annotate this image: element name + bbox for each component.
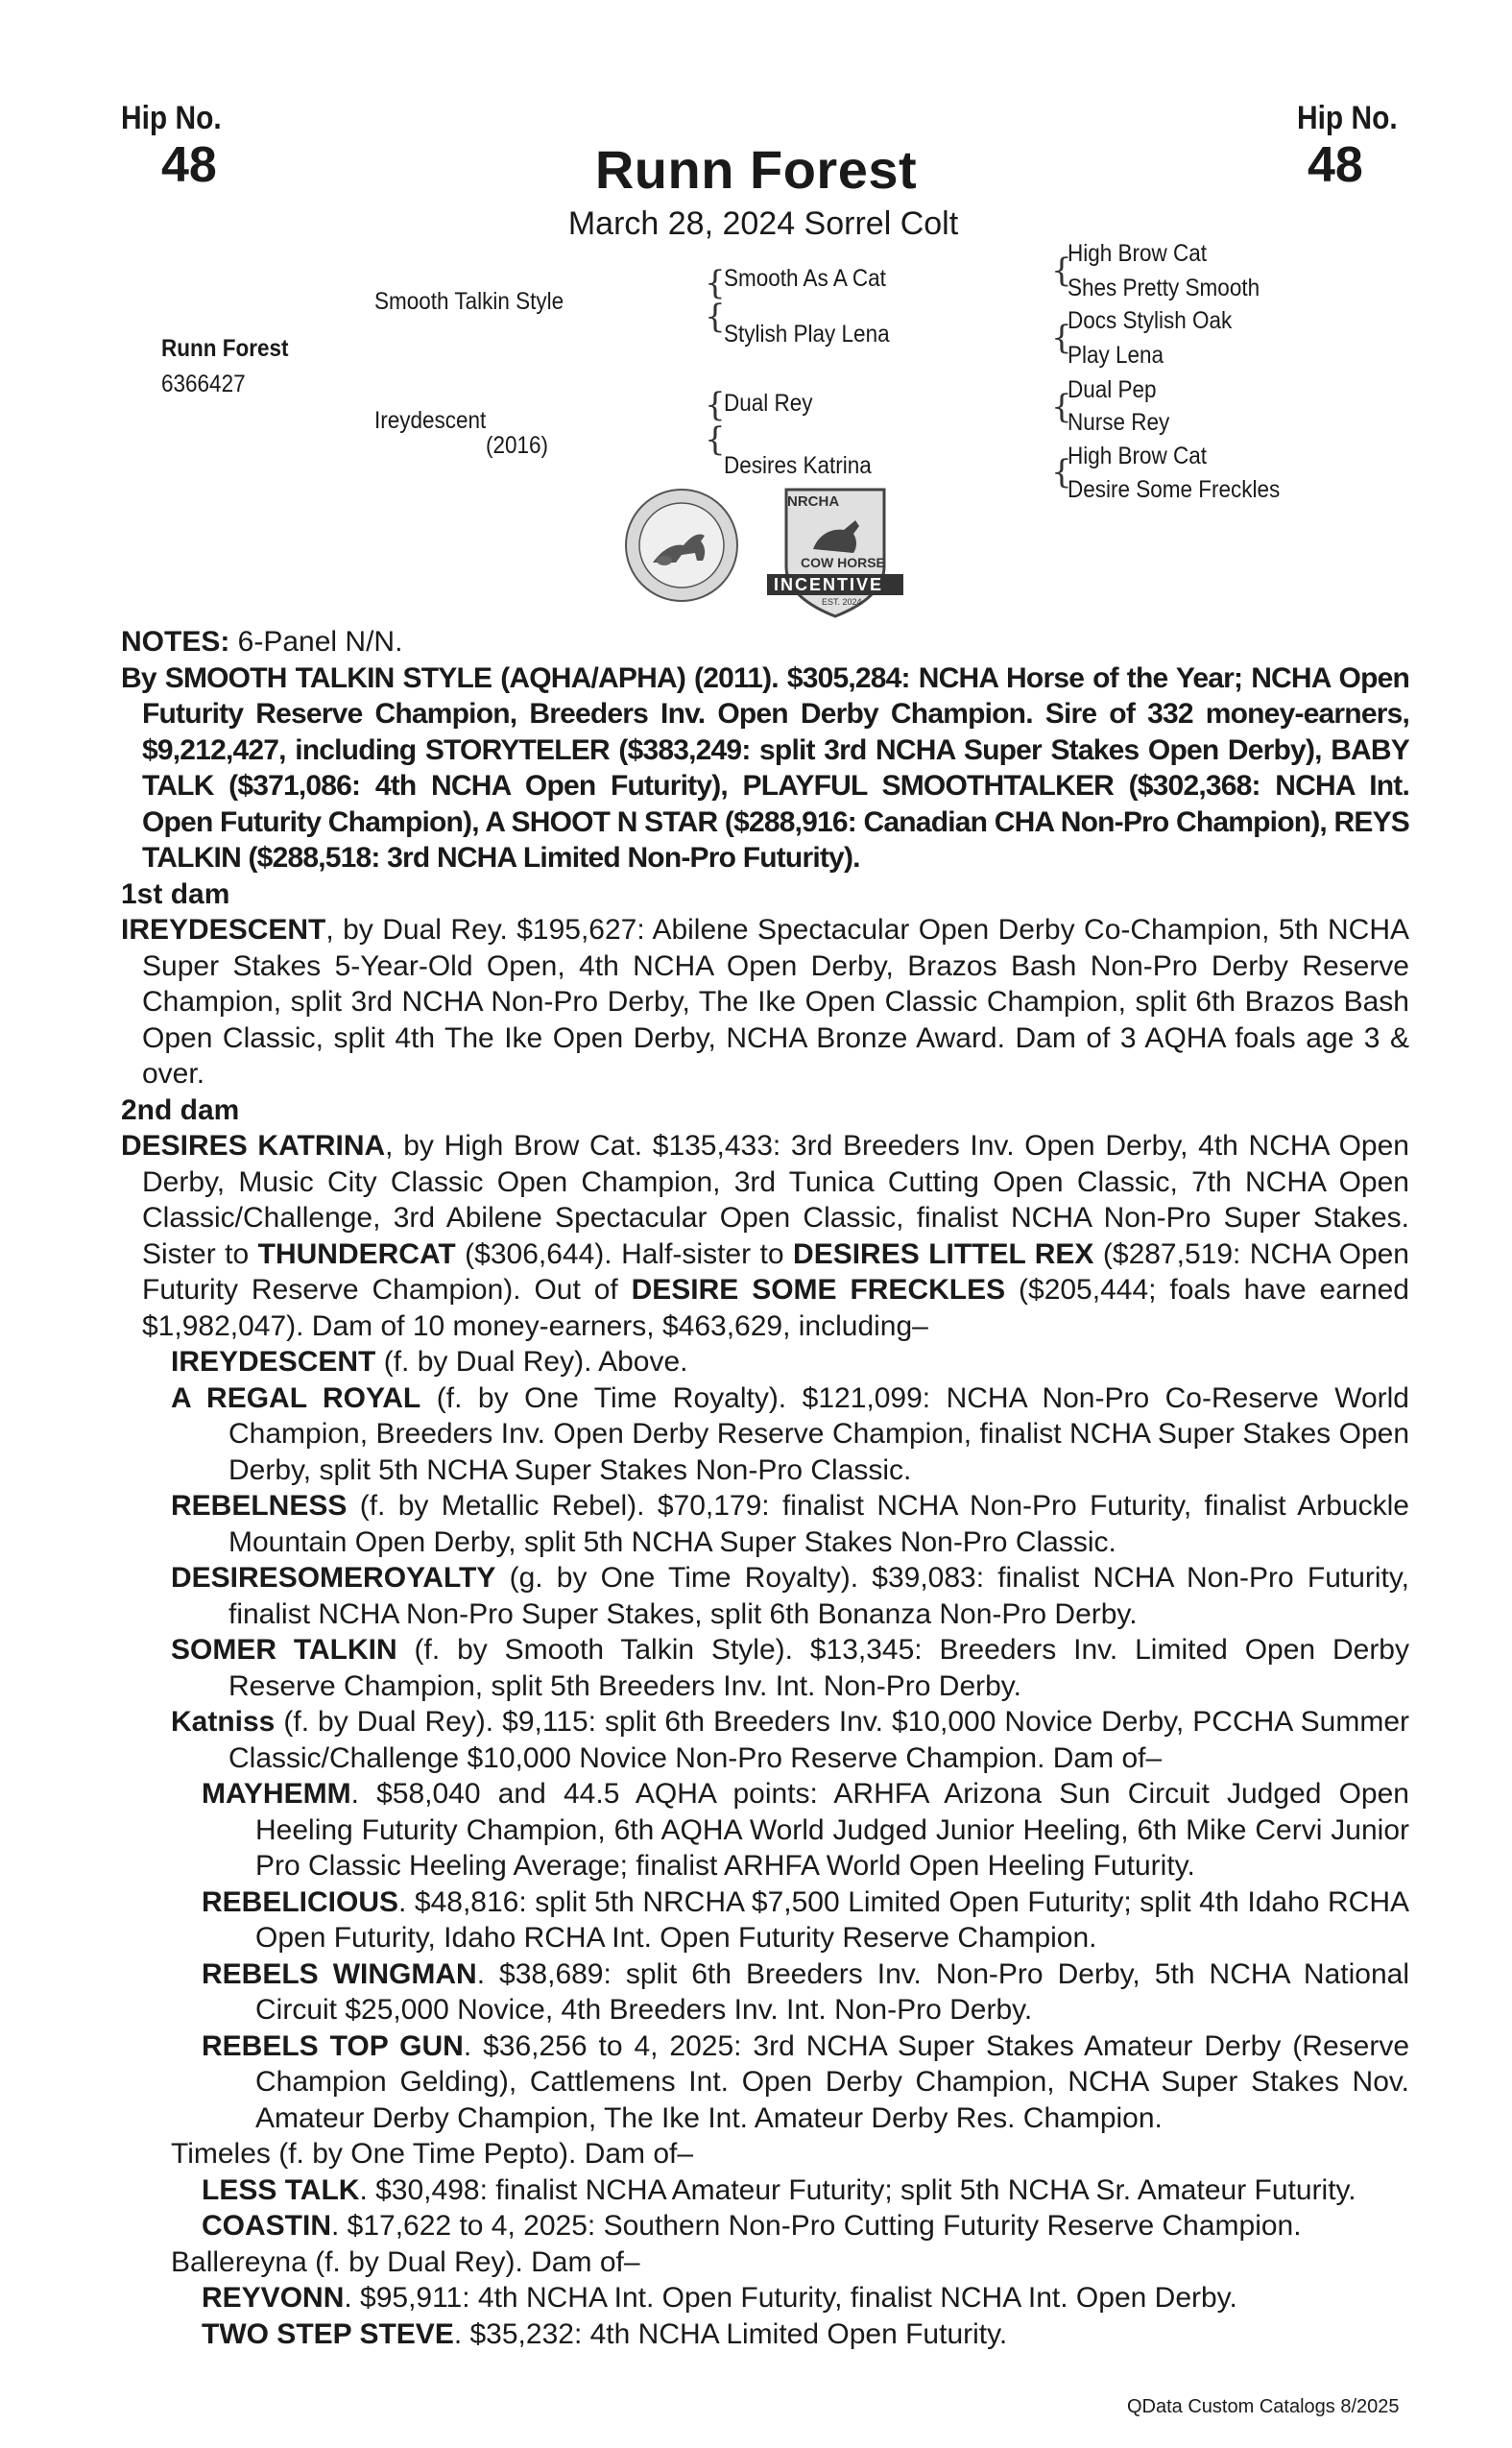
- produce-name: REBELNESS: [171, 1490, 348, 1522]
- sire-paragraph: By SMOOTH TALKIN STYLE (AQHA/APHA) (2011). $305,284: NCHA Horse of the Year; NCHA Open Futurity Reserve Champion, Breeders Inv. Open Derby Champion. Sire of 332 money-earners, $9,212,427, including STORYTELER ($383,249: split 3rd NCHA Super Stakes Open Derby), BABY TALK ($371,086: 4th NCHA Open Futurity), PLAYFUL SMOOTHTALKER ($302,368: NCHA Int. Open Futurity Champion), A SHOOT N STAR ($288,916: Canadian CHA Non-Pro Champion), REYS TALKIN ($288,518: 3rd NCHA Limited Non-Pro Futurity).: [121, 661, 1409, 874]
- produce-entry: [202, 2172, 1409, 2209]
- produce-entry: [202, 1884, 1409, 1956]
- produce-text: . $17,622 to 4, 2025: Southern Non-Pro Cutting Futurity Reserve Champion.: [331, 2210, 1302, 2242]
- subject-name: Runn Forest: [161, 335, 289, 362]
- dam-name: Ireydescent: [374, 407, 487, 434]
- ncha-seal-logo: [624, 488, 739, 603]
- great-grandsire-3: Dual Pep: [1068, 376, 1157, 403]
- produce-name: REYVONN: [202, 2282, 345, 2314]
- second-dam-text-1: , by High Brow Cat. $135,433: 3rd Breeders Inv. Open Derby, 4th NCHA Open Derby, Music City Classic Open Champion, 3rd Tunica Cutting Open Classic, 7th NCHA Open Classic/Challenge, 3rd Abilene Spectacular Open Classic, finalist NCHA Non-Pro Super Stakes. Sister to: [142, 1130, 1409, 1270]
- brace-g1: {: [1051, 252, 1072, 290]
- produce-entry: [171, 1380, 1409, 1489]
- incentive-est-text: EST. 2024: [822, 597, 862, 607]
- produce-list: [171, 1344, 1409, 2352]
- incentive-banner-text: INCENTIVE: [774, 575, 884, 594]
- produce-entry: [202, 1956, 1409, 2028]
- brace-g3: {: [1051, 388, 1072, 426]
- produce-text: (f. by Dual Rey). $9,115: split 6th Breeders Inv. $10,000 Novice Derby, PCCHA Summer Classic/Challenge $10,000 Novice Non-Pro Reserve Champion. Dam of–: [228, 1706, 1409, 1774]
- timeles-produce-list: [202, 2172, 1409, 2244]
- produce-text: . $30,498: finalist NCHA Amateur Futurity; split 5th NCHA Sr. Amateur Futurity.: [359, 2173, 1356, 2206]
- produce-name: MAYHEMM: [202, 1778, 351, 1810]
- second-dam-text-2: ($306,644). Half-sister to: [455, 1237, 794, 1270]
- notes-label: NOTES:: [121, 626, 230, 658]
- timeles-line: Timeles (f. by One Time Pepto). Dam of–: [171, 2138, 694, 2170]
- brace-sire-2: {: [705, 298, 726, 336]
- produce-text: (f. by One Time Royalty). $121,099: NCHA Non-Pro Co-Reserve World Champion, Breeders Inv. Open Derby Reserve Champion, finalist NCHA Super Stakes Open Derby, split 5th NCHA Super Stakes Non-Pro Classic.: [228, 1381, 1409, 1486]
- dam-sire: Dual Rey: [724, 390, 813, 417]
- ballereyna-line: Ballereyna (f. by Dual Rey). Dam of–: [171, 2245, 640, 2278]
- produce-text: . $36,256 to 4, 2025: 3rd NCHA Super Stakes Amateur Derby (Reserve Champion Gelding), Cattlemens Int. Open Derby Champion, NCHA Super Stakes Nov. Amateur Derby Champion, The Ike Int. Amateur Derby Res. Champion.: [255, 2029, 1410, 2134]
- produce-name: Katniss: [171, 1706, 276, 1738]
- first-dam-heading: 1st dam: [121, 877, 230, 910]
- produce-text: (g. by One Time Royalty). $39,083: finalist NCHA Non-Pro Futurity, finalist NCHA Non-Pro Super Stakes, split 6th Bonanza Non-Pro Derby.: [228, 1562, 1409, 1630]
- produce-text: (f. by Smooth Talkin Style). $13,345: Breeders Inv. Limited Open Derby Reserve Champion, split 5th Breeders Inv. Int. Non-Pro Derby.: [228, 1634, 1409, 1702]
- sibling-3: DESIRE SOME FRECKLES: [631, 1274, 1006, 1306]
- great-grandsire-1: High Brow Cat: [1068, 240, 1208, 267]
- produce-entry: [202, 2316, 1409, 2353]
- sire-name: Smooth Talkin Style: [374, 288, 564, 315]
- sibling-1: THUNDERCAT: [257, 1237, 456, 1270]
- brace-dam: {: [705, 386, 726, 424]
- hip-label-right: Hip No.: [1297, 100, 1398, 136]
- produce-entry: [202, 2280, 1409, 2316]
- sire-sire: Smooth As A Cat: [724, 265, 886, 292]
- produce-name: IREYDESCENT: [171, 1346, 376, 1378]
- foaled-line: March 28, 2024 Sorrel Colt: [567, 205, 959, 242]
- dam-year: (2016): [486, 432, 549, 459]
- first-dam-name: IREYDESCENT: [121, 914, 326, 946]
- produce-text: . $48,816: split 5th NRCHA $7,500 Limited Open Futurity; split 4th Idaho RCHA Open Futurity, Idaho RCHA Int. Open Futurity Reserve Champion.: [255, 1885, 1409, 1954]
- catalog-body: [121, 624, 1409, 2352]
- incentive-mid-text: COW HORSE: [801, 555, 885, 570]
- ballereyna-produce-list: [202, 2280, 1409, 2352]
- produce-text: (f. by Metallic Rebel). $70,179: finalist NCHA Non-Pro Futurity, finalist Arbuckle Mountain Open Derby, split 5th NCHA Super Stakes Non-Pro Classic.: [228, 1490, 1409, 1558]
- produce-entry: [171, 1560, 1409, 1632]
- produce-entry: [202, 1776, 1409, 1884]
- produce-entry: [171, 1632, 1409, 1704]
- great-granddam-4: Desire Some Freckles: [1068, 476, 1281, 503]
- second-dam-text-3: ($287,519: NCHA Open Futurity Reserve Champion). Out of: [142, 1237, 1409, 1306]
- produce-name: A REGAL ROYAL: [171, 1381, 421, 1414]
- great-granddam-3: Nurse Rey: [1068, 409, 1170, 436]
- produce-name: DESIRESOMEROYALTY: [171, 1562, 496, 1594]
- brace-dam-2: {: [705, 420, 726, 459]
- second-dam-name: DESIRES KATRINA: [121, 1130, 386, 1162]
- hip-number-left: 48: [161, 137, 217, 193]
- produce-name: REBELS WINGMAN: [202, 1957, 477, 1990]
- notes-line: [121, 624, 1409, 660]
- produce-name: REBELICIOUS: [202, 1885, 399, 1918]
- great-grandsire-4: High Brow Cat: [1068, 443, 1208, 469]
- first-dam-paragraph: [121, 912, 1409, 1092]
- produce-entry: [202, 2028, 1409, 2137]
- produce-text: . $95,911: 4th NCHA Int. Open Futurity, finalist NCHA Int. Open Derby.: [344, 2282, 1237, 2314]
- produce-name: COASTIN: [202, 2210, 331, 2242]
- produce-text: . $58,040 and 44.5 AQHA points: ARHFA Arizona Sun Circuit Judged Open Heeling Futurity Champion, 6th AQHA World Judged Junior Heeling, 6th Mike Cervi Junior Pro Classic Heeling Average; finalist ARHFA World Open Heeling Futurity.: [255, 1778, 1409, 1882]
- footer-credit: QData Custom Catalogs 8/2025: [1127, 2396, 1400, 2417]
- hip-label-left: Hip No.: [121, 100, 222, 136]
- brace-sire: {: [705, 264, 726, 302]
- sibling-2: DESIRES LITTEL REX: [793, 1237, 1094, 1270]
- hip-number-right: 48: [1308, 137, 1363, 193]
- produce-name: LESS TALK: [202, 2173, 360, 2206]
- sire-dam: Stylish Play Lena: [724, 321, 890, 348]
- first-dam-text: , by Dual Rey. $195,627: Abilene Spectacular Open Derby Co-Champion, 5th NCHA Super Stakes 5-Year-Old Open, 4th NCHA Open Derby, Brazos Bash Non-Pro Derby Reserve Champion, split 3rd NCHA Non-Pro Derby, The Ike Open Classic Champion, split 6th Brazos Bash Open Classic, split 4th The Ike Open Derby, NCHA Bronze Award. Dam of 3 AQHA foals age 3 & over.: [142, 914, 1409, 1090]
- second-dam-paragraph: [121, 1128, 1409, 1344]
- produce-name: REBELS TOP GUN: [202, 2029, 464, 2062]
- katniss-produce-list: [202, 1776, 1409, 2136]
- notes-text: 6-Panel N/N.: [229, 626, 403, 658]
- great-granddam-1: Shes Pretty Smooth: [1068, 275, 1260, 301]
- subject-reg-number: 6366427: [161, 371, 246, 397]
- page-title: Runn Forest: [594, 139, 918, 200]
- great-granddam-2: Play Lena: [1068, 342, 1164, 369]
- dam-dam: Desires Katrina: [724, 452, 872, 479]
- produce-entry: [171, 1488, 1409, 1560]
- produce-entry: [202, 2208, 1409, 2244]
- produce-text: . $38,689: split 6th Breeders Inv. Non-Pro Derby, 5th NCHA National Circuit $25,000 Novice, 4th Breeders Inv. Int. Non-Pro Derby.: [255, 1957, 1409, 2026]
- produce-entry: [171, 1344, 1409, 1380]
- produce-entry: [171, 1704, 1409, 1776]
- great-grandsire-2: Docs Stylish Oak: [1068, 307, 1233, 334]
- brace-g2: {: [1051, 319, 1072, 357]
- produce-text: . $35,232: 4th NCHA Limited Open Futurity.: [453, 2317, 1008, 2350]
- incentive-top-text: NRCHA: [787, 493, 840, 510]
- produce-name: TWO STEP STEVE: [202, 2317, 454, 2350]
- produce-text: (f. by Dual Rey). Above.: [375, 1346, 688, 1378]
- second-dam-text-4: ($205,444; foals have earned $1,982,047). Dam of 10 money-earners, $463,629, including–: [142, 1274, 1409, 1342]
- second-dam-heading: 2nd dam: [121, 1093, 240, 1126]
- produce-name: SOMER TALKIN: [171, 1634, 397, 1666]
- brace-g4: {: [1051, 453, 1072, 492]
